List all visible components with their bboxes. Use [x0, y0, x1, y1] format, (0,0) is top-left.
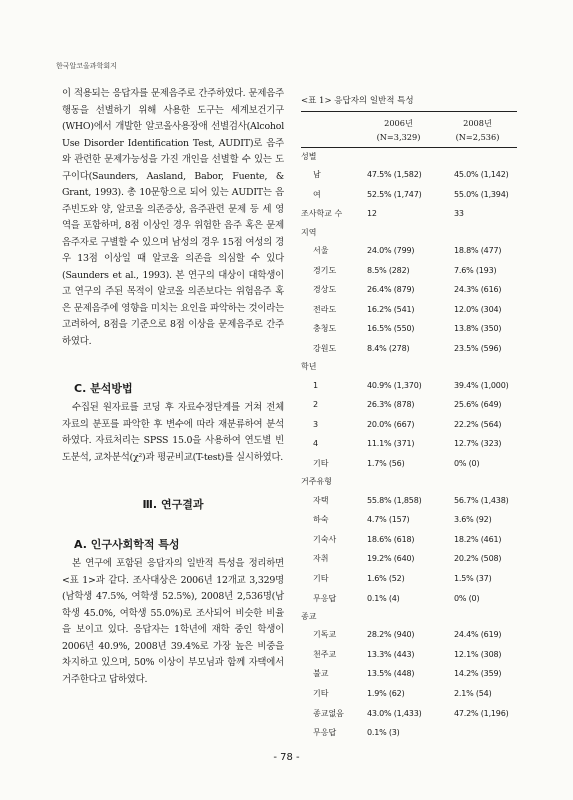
- cell-2006: 0.1% (4): [367, 593, 400, 603]
- row-label: 경기도: [313, 265, 337, 275]
- row-label: 무응답: [313, 593, 337, 603]
- row-label: 강원도: [313, 344, 337, 354]
- cell-2008: 22.2% (564): [454, 419, 502, 429]
- row-label: 서울: [313, 246, 329, 256]
- row-label: 학년: [301, 362, 317, 372]
- row-label: 여: [313, 189, 321, 199]
- cell-2008: 2.1% (54): [454, 688, 492, 698]
- table-row: [301, 454, 517, 474]
- paragraph-demographics: 본 연구에 포함된 응답자의 일반적 특성을 정리하면 <표 1>과 같다. 조사대상은 2006년 12개교 3,329명(남학생 47.5%, 여학생 52.5%), 2008년 2,536명(남학생 45.0%, 여학생 55.0%)로 조사되어 비슷한 비율을 보이고 있다. 응답자는 1학년에 재학 중인 학생이 2006년 40.9%, 2008년 39.4%로 가장 높은 비중을 차지하고 있으며, 50% 이상이 부모님과 함께 자택에서 거주한다고 답하였다.: [62, 558, 284, 685]
- row-label: 충청도: [313, 324, 337, 334]
- table-row: [301, 703, 517, 723]
- cell-2006: 43.0% (1,433): [367, 708, 422, 718]
- cell-2008: 39.4% (1,000): [454, 380, 509, 390]
- cell-2008: 55.0% (1,394): [454, 189, 509, 199]
- cell-2008: 18.2% (461): [454, 534, 502, 544]
- row-label: 기숙사: [313, 534, 337, 544]
- cell-2008: 1.5% (37): [454, 573, 492, 583]
- table-row: [301, 241, 517, 261]
- table-row: [301, 490, 517, 510]
- cell-2006: 26.4% (879): [367, 285, 415, 295]
- table-row: [301, 358, 517, 375]
- row-label: 남: [313, 170, 321, 180]
- paragraph-analysis: 수집된 원자료를 코딩 후 자료수정단계를 거쳐 전체 자료의 분포를 파악한 후 변수에 따라 재분류하여 분석하였다. 자료처리는 SPSS 15.0을 사용하여 연도별 빈도분석, 교차분석(χ²)과 평균비교(T-test)를 실시하였다.: [62, 402, 284, 463]
- table-row: [301, 280, 517, 300]
- table-row: [301, 185, 517, 205]
- chapter-heading-results: Ⅲ. 연구결과: [142, 498, 204, 511]
- table-row: [301, 530, 517, 550]
- cell-2006: 13.3% (443): [367, 649, 415, 659]
- cell-2006: 40.9% (1,370): [367, 380, 422, 390]
- cell-2008: 12.0% (304): [454, 304, 502, 314]
- table-row: [301, 723, 517, 743]
- cell-2008: 47.2% (1,196): [454, 708, 509, 718]
- row-label: 하숙: [313, 515, 329, 525]
- row-label: 기타: [313, 573, 329, 583]
- table-row: [301, 375, 517, 395]
- table-row: [301, 664, 517, 684]
- cell-2008: 33: [454, 209, 464, 219]
- row-label: 불교: [313, 669, 329, 679]
- section-heading-analysis: C. 분석방법: [74, 382, 133, 395]
- table-row: [301, 260, 517, 280]
- table-row: [301, 319, 517, 339]
- table-row: [301, 415, 517, 435]
- cell-2008: 12.1% (308): [454, 649, 502, 659]
- cell-2006: 47.5% (1,582): [367, 170, 422, 180]
- cell-2008: 20.2% (508): [454, 554, 502, 564]
- row-label: 1: [313, 380, 319, 390]
- cell-2008: 7.6% (193): [454, 265, 497, 275]
- row-label: 2: [313, 400, 319, 410]
- cell-2008: 13.8% (350): [454, 324, 502, 334]
- cell-2006: 4.7% (157): [367, 515, 410, 525]
- table-row: [301, 588, 517, 608]
- cell-2008: 24.3% (616): [454, 285, 502, 295]
- cell-2006: 55.8% (1,858): [367, 495, 422, 505]
- row-label: 지역: [301, 227, 317, 237]
- cell-2008: 18.8% (477): [454, 246, 502, 256]
- cell-2006: 1.7% (56): [367, 459, 405, 469]
- table-row: [301, 224, 517, 241]
- cell-2008: 23.5% (596): [454, 344, 502, 354]
- table-caption: <표 1> 응답자의 일반적 특성: [301, 96, 414, 106]
- cell-2008: 0% (0): [454, 593, 480, 603]
- row-label: 3: [313, 419, 319, 429]
- cell-2006: 8.5% (282): [367, 265, 410, 275]
- table-row: [301, 608, 517, 625]
- cell-2006: 16.5% (550): [367, 324, 415, 334]
- row-label: 경상도: [313, 285, 337, 295]
- row-label: 자택: [313, 495, 329, 505]
- row-label: 종교: [301, 611, 317, 621]
- cell-2006: 19.2% (640): [367, 554, 415, 564]
- cell-2006: 52.5% (1,747): [367, 189, 422, 199]
- left-column: [62, 86, 284, 688]
- table-body: [301, 148, 517, 742]
- table-row: [301, 684, 517, 704]
- cell-2006: 1.9% (62): [367, 688, 405, 698]
- paragraph-audit: 이 적용되는 응답자를 문제음주로 간주하였다. 문제음주행동을 선별하기 위해 사용한 도구는 세계보건기구(WHO)에서 개발한 알코올사용장애 선별검사(Alcohol Use Disorder Identification Test, AUDIT)로 음주와 관련한 문제가능성을 가진 개인을 선별할 수 있는 도구이다(Saunders, Aasland, Babor, Fuente, & Grant, 1993). 총 10문항으로 되어 있는 AUDIT는 음주빈도와 양, 알코올 의존증상, 음주관련 문제 등 세 영역을 포함하며, 8점 이상인 경우 위험한 음주 혹은 문제음주자로 구별할 수 있으며 남성의 경우 15점 여성의 경우 13점 이상일 때 알코올 의존을 의심할 수 있다(Saunders et al., 1993). 본 연구의 대상이 대학생이고 연구의 주된 목적이 알코올 의존보다는 위험음주 혹은 문제음주에 영향을 미치는 요인을 파악하는 것이라는 고려하여, 8점을 기준으로 8점 이상을 문제음주로 간주하였다.: [62, 88, 284, 347]
- section-heading-demographics: A. 인구사회학적 특성: [74, 538, 180, 551]
- row-label: 기타: [313, 459, 329, 469]
- cell-2006: 16.2% (541): [367, 304, 415, 314]
- journal-header: 한국알코올과학회지: [56, 62, 117, 70]
- cell-2008: 45.0% (1,142): [454, 170, 509, 180]
- row-label: 종교없음: [313, 708, 344, 718]
- cell-2008: 56.7% (1,438): [454, 495, 509, 505]
- row-label: 자취: [313, 554, 329, 564]
- row-label: 무응답: [313, 728, 337, 738]
- table-row: [301, 339, 517, 359]
- page-number: - 78 -: [273, 752, 300, 763]
- row-label: 조사학교 수: [301, 209, 343, 219]
- cell-2006: 26.3% (878): [367, 400, 415, 410]
- row-label: 4: [313, 439, 319, 449]
- cell-2006: 0.1% (3): [367, 728, 400, 738]
- table-row: [301, 434, 517, 454]
- table-row: [301, 148, 517, 165]
- header-n-2008: (N=2,536): [455, 132, 500, 142]
- cell-2006: 13.5% (448): [367, 669, 415, 679]
- row-label: 기독교: [313, 630, 337, 640]
- table-header-2006: [359, 116, 438, 144]
- cell-2006: 24.0% (799): [367, 246, 415, 256]
- cell-2006: 8.4% (278): [367, 344, 410, 354]
- table-row: [301, 644, 517, 664]
- table-header: [301, 112, 517, 147]
- cell-2008: 25.6% (649): [454, 400, 502, 410]
- header-year-2008: 2008년: [463, 118, 492, 128]
- row-label: 기타: [313, 688, 329, 698]
- table-row: [301, 569, 517, 589]
- cell-2006: 20.0% (667): [367, 419, 415, 429]
- header-year-2006: 2006년: [384, 118, 413, 128]
- cell-2008: 14.2% (359): [454, 669, 502, 679]
- row-label: 천주교: [313, 649, 337, 659]
- table-row: [301, 300, 517, 320]
- cell-2006: 28.2% (940): [367, 630, 415, 640]
- table-1: [301, 94, 517, 742]
- row-label: 전라도: [313, 304, 337, 314]
- table-row: [301, 165, 517, 185]
- cell-2006: 1.6% (52): [367, 573, 405, 583]
- cell-2008: 3.6% (92): [454, 515, 492, 525]
- cell-2006: 11.1% (371): [367, 439, 415, 449]
- cell-2006: 12: [367, 209, 377, 219]
- row-label: 거주유형: [301, 477, 332, 487]
- cell-2008: 12.7% (323): [454, 439, 502, 449]
- header-n-2006: (N=3,329): [376, 132, 421, 142]
- table-header-2008: [438, 116, 517, 144]
- table-header-blank: [301, 116, 359, 144]
- table-row: [301, 204, 517, 224]
- row-label: 성별: [301, 152, 317, 161]
- table-row: [301, 625, 517, 645]
- table-row: [301, 473, 517, 490]
- cell-2006: 18.6% (618): [367, 534, 415, 544]
- cell-2008: 0% (0): [454, 459, 480, 469]
- table-row: [301, 510, 517, 530]
- table-row: [301, 395, 517, 415]
- table-row: [301, 549, 517, 569]
- cell-2008: 24.4% (619): [454, 630, 502, 640]
